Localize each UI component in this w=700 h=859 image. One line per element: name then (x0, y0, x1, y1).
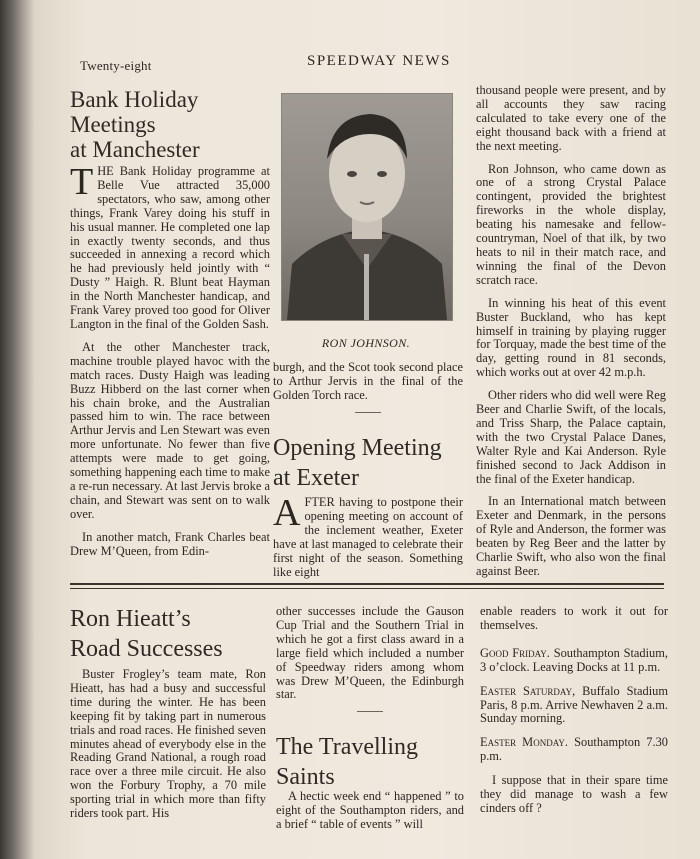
article3-column (70, 668, 266, 830)
article4-column-start (276, 790, 464, 841)
article2-paragraph-3: In winning his heat of this event Buster Buckland, who has kept himself in training by playing rugger for Torquay, made the best time of the day, getting round in 81 seconds, which works out at over 42 m.p.h. (476, 295, 666, 380)
title-line: Opening Meeting (273, 435, 442, 461)
article2-paragraph-1 (273, 492, 463, 579)
article1-continuation: burgh, and the Scot took second place to Arthur Jervis in the final of the Golden Torch race. (273, 360, 463, 402)
title-line: at Manchester (70, 137, 200, 162)
article-title-hieatt (70, 604, 270, 664)
right-column (476, 84, 666, 588)
section-divider (355, 412, 381, 413)
book-spine-shadow (0, 0, 34, 859)
title-line: The Travelling (276, 734, 418, 760)
article3-paragraph-1: Buster Frogley’s team mate, Ron Hieatt, has had a busy and successful time during the winter. He has been keeping fit by taking part in numerous trials and road races. He finished seven minutes ahead of everybody else in the Reading Grand National, a rough road race over a three mile circuit. He also won the Forbury Trophy, a 70 mile sporting trial in which more than fifty riders took part. His (70, 667, 266, 821)
paragraph-text: having to postpone their opening meeting on account of the inclement weather, Exeter have at last managed to celebrate their first night of the season. Something like eight (273, 495, 463, 579)
article4-right-column (480, 605, 668, 826)
lead-word: FTER (304, 495, 335, 509)
article1-column (70, 161, 270, 567)
title-line: Road Successes (70, 636, 223, 662)
article-title-saints (276, 732, 476, 792)
article2-column-start (273, 492, 463, 588)
paragraph-text: Bank Holiday programme at Belle Vue attracted 35,000 spectators, who saw, among other things, Frank Varey doing his stuff in his usual manner. He completed one lap in exactly twenty seconds, and thus succeeded in annexing a record which he had previously held jointly with “ Dusty ” Haigh. R. Blunt beat Hayman in the North Manchester handicap, and Frank Varey proved too good for Oliver Langton in the final of the Golden Sash. (70, 164, 270, 331)
schedule-item (480, 736, 668, 764)
portrait-photo (281, 93, 453, 321)
schedule-day: Easter Saturday, (480, 683, 576, 698)
schedule-item (480, 685, 668, 727)
dropcap: T (70, 161, 94, 203)
lead-word: HE (97, 164, 114, 178)
article1-paragraph-1 (70, 161, 270, 332)
article2-paragraph-5: In an International match between Exeter and Denmark, in the persons of Ryle and Anderson, the former was beaten by Reg Beer and the latter by Charlie Swift, who also won the final against Beer. (476, 494, 666, 578)
schedule-day: Easter Monday. (480, 735, 568, 750)
page-divider-thick (70, 583, 664, 585)
article-title-exeter (273, 433, 473, 493)
title-line: at Exeter (273, 465, 359, 491)
running-head: SPEEDWAY NEWS (307, 53, 451, 69)
article4-paragraph-1: A hectic week end “ happened ” to eight of the Southampton riders, and a brief “ table of events ” will (276, 789, 464, 831)
title-line: Ron Hieatt’s (70, 606, 191, 632)
page-folio: Twenty-eight (80, 58, 152, 73)
dropcap: A (273, 492, 301, 534)
article3-continuation: other successes include the Gauson Cup Trial and the Southern Trial in which he got a first class award in a large field which included a number of Speedway riders among whom was Drew M’Queen, the Edinburgh star. (276, 604, 464, 702)
middle-column-bottom (276, 605, 464, 720)
schedule-text: Southampton Stadium, 3 o’clock. Leaving Docks at 11 p.m. (480, 645, 668, 674)
section-divider (357, 711, 383, 712)
article2-paragraph-2: Ron Johnson, who came down as one of a strong Crystal Palace contingent, provided the brightest fireworks in the whole display, beating his namesake and fellow-countryman, Noel of that ilk, by two heats to nil in their match race, and winning the final of the Devon scratch race. (476, 161, 666, 287)
closing-paragraph: I suppose that in their spare time they did manage to wash a few cinders off ? (480, 773, 668, 815)
article1-paragraph-2: At the other Manchester track, machine trouble played havoc with the match races. Dusty Haigh was leading Buzz Hibberd on the last corner when his chain broke, and the Australian passed him to win. The race between Arthur Jervis and Len Stewart was even more unfortunate. No fewer than five attempts were made to get going, something happening each time to make a re-run necessary. At last Jervis broke a chain, and Stewart was sent on to walk over. (70, 339, 270, 521)
portrait-drawing (282, 94, 452, 320)
schedule-text: Buffalo Stadium Paris, 8 p.m. Arrive Newhaven 2 a.m. Sunday morning. (480, 683, 668, 726)
title-line: Saints (276, 764, 335, 790)
schedule-day: Good Friday. (480, 645, 550, 660)
title-line: Bank Holiday (70, 87, 199, 112)
middle-column-top (273, 361, 463, 421)
schedule-item (480, 647, 668, 675)
page-divider-thin (70, 588, 664, 589)
photo-caption: RON JOHNSON. (321, 336, 411, 350)
article2-paragraph-4: Other riders who did well were Reg Beer and Charlie Swift, of the locals, and Triss Sharp, the Palace captain, with the two Crystal Palace Danes, Walter Ryle and Kai Anderson. Ryle finished second to Jack Addison in the final of the Exeter handicap. (476, 388, 666, 486)
article1-paragraph-3: In another match, Frank Charles beat Drew M’Queen, from Edin- (70, 529, 270, 558)
article-title-bank-holiday (70, 87, 270, 162)
schedule-text: Southampton 7.30 p.m. (480, 735, 668, 764)
title-line: Meetings (70, 112, 156, 137)
article2-continuation: thousand people were present, and by all accounts they saw racing calculated to take every one of the eight thousand back with a friend at the next meeting. (476, 83, 666, 153)
article4-continuation: enable readers to work it out for themselves. (480, 604, 668, 632)
